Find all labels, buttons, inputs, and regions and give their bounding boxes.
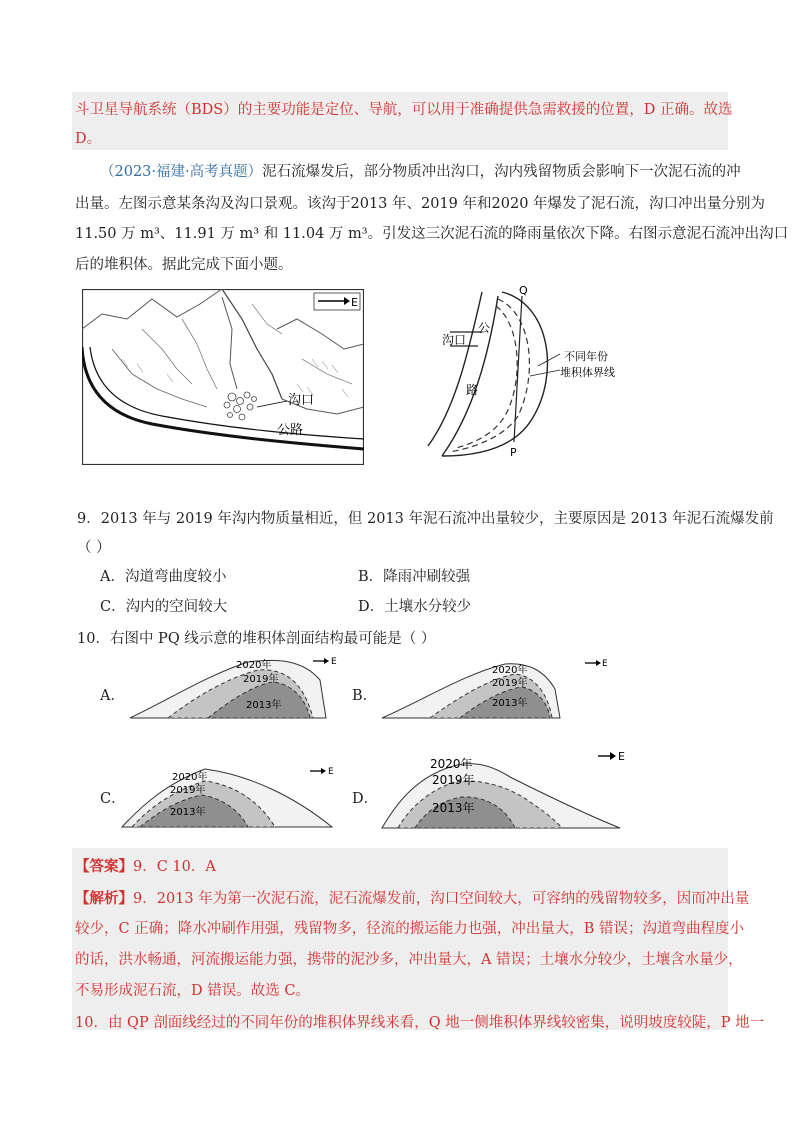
answer-tag: 【答案】 xyxy=(75,858,133,875)
c-east-label: E xyxy=(328,767,334,777)
c-year-2013: 2013年 xyxy=(170,807,206,818)
q9-paren: （ ） xyxy=(77,540,111,556)
q10-option-d-letter: D． xyxy=(352,791,379,807)
road-label: 公路 xyxy=(277,423,304,438)
intro-line2: 出量。左图示意某条沟及沟口景观。该沟于2013 年、2019 年和2020 年爆发了泥石流，沟口冲出量分别为 xyxy=(75,196,766,212)
analysis-line3: 的话，洪水畅通，河流搬运能力强，携带的泥沙多，冲出量大，A 错误；土壤水分较少，土壤含水量少， xyxy=(75,952,743,968)
gully-mouth-label-right: 沟口 xyxy=(442,333,467,347)
d-year-2020: 2020年 xyxy=(430,757,473,771)
c-year-2020: 2020年 xyxy=(172,772,208,783)
intro-line3: 11.50 万 m³、11.91 万 m³ 和 11.04 万 m³。引发这三次泥石流的降雨量依次下降。右图示意泥石流冲出沟口 xyxy=(75,226,789,242)
intro-line4: 后的堆积体。据此完成下面小题。 xyxy=(75,257,293,273)
east-arrow-label: E xyxy=(351,296,358,309)
q10-option-a-letter: A． xyxy=(100,688,125,704)
q-label: Q xyxy=(519,284,528,297)
q9-stem: 9．2013 年与 2019 年沟内物质量相近，但 2013 年泥石流冲出量较少，主要原因是 2013 年泥石流爆发前 xyxy=(77,511,774,527)
previous-answer-line2: D。 xyxy=(75,131,102,147)
b-year-2020: 2020年 xyxy=(492,665,528,676)
analysis-tag: 【解析】 xyxy=(75,890,133,907)
road-char-2: 路 xyxy=(466,383,479,397)
answer-text: 9．C 10．A xyxy=(133,859,216,875)
intro-line1 xyxy=(100,160,741,181)
answer-line xyxy=(75,855,216,876)
a-year-2013: 2013年 xyxy=(246,700,282,711)
q10-option-a-profile xyxy=(128,650,348,722)
analysis-line5: 10．由 QP 剖面线经过的不同年份的堆积体界线来看，Q 地一侧堆积体界线较密集，说明坡度较陡，P 地一 xyxy=(75,1015,765,1031)
analysis-line2: 较少，C 正确；降水冲刷作用强，残留物多，径流的搬运能力也强，冲出量大，B 错误；沟道弯曲程度小 xyxy=(75,921,744,937)
analysis-line1-text: 9．2013 年为第一次泥石流，泥石流爆发前，沟口空间较大，可容纳的残留物较多，因而冲出量 xyxy=(133,891,750,907)
p-label: P xyxy=(510,446,517,459)
gully-mouth-label: 沟口 xyxy=(288,393,315,408)
q10-stem: 10．右图中 PQ 线示意的堆积体剖面结构最可能是（ ） xyxy=(77,631,436,647)
a-east-label: E xyxy=(331,657,337,667)
d-east-label: E xyxy=(618,750,625,763)
gully-landscape-figure xyxy=(82,289,364,465)
a-year-2020: 2020年 xyxy=(236,660,272,671)
q10-option-b-profile xyxy=(380,654,610,722)
d-year-2019: 2019年 xyxy=(432,773,475,787)
boundary-label-line2: 堆积体界线 xyxy=(560,366,615,379)
a-year-2019: 2019年 xyxy=(243,674,279,685)
road-char-1: 公 xyxy=(478,321,491,335)
q10-option-c-profile xyxy=(120,757,350,831)
q9-option-b: B．降雨冲刷较强 xyxy=(358,569,471,585)
intro-line1-text: 泥石流爆发后，部分物质冲出沟口，沟内残留物质会影响下一次泥石流的冲 xyxy=(262,164,741,180)
question-source: （2023·福建·高考真题） xyxy=(100,164,263,180)
q9-option-a: A．沟道弯曲度较小 xyxy=(100,569,227,585)
previous-answer-line1: 斗卫星导航系统（BDS）的主要功能是定位、导航，可以用于准确提供急需救援的位置，D 正确。故选 xyxy=(75,102,733,118)
q10-option-d-profile xyxy=(380,742,630,832)
analysis-line1 xyxy=(75,887,749,908)
b-year-2013: 2013年 xyxy=(492,698,528,709)
q10-option-c-letter: C． xyxy=(100,791,126,807)
q10-option-b-letter: B． xyxy=(352,688,378,704)
q9-option-c: C．沟内的空间较大 xyxy=(100,599,228,615)
debris-deposit-figure xyxy=(420,284,620,464)
analysis-line4: 不易形成泥石流，D 错误。故选 C。 xyxy=(75,983,310,999)
c-year-2019: 2019年 xyxy=(170,785,206,796)
b-east-label: E xyxy=(602,659,608,669)
d-year-2013: 2013年 xyxy=(432,801,475,815)
q9-option-d: D．土壤水分较少 xyxy=(358,599,472,615)
boundary-label-line1: 不同年份 xyxy=(564,350,608,363)
b-year-2019: 2019年 xyxy=(492,678,528,689)
